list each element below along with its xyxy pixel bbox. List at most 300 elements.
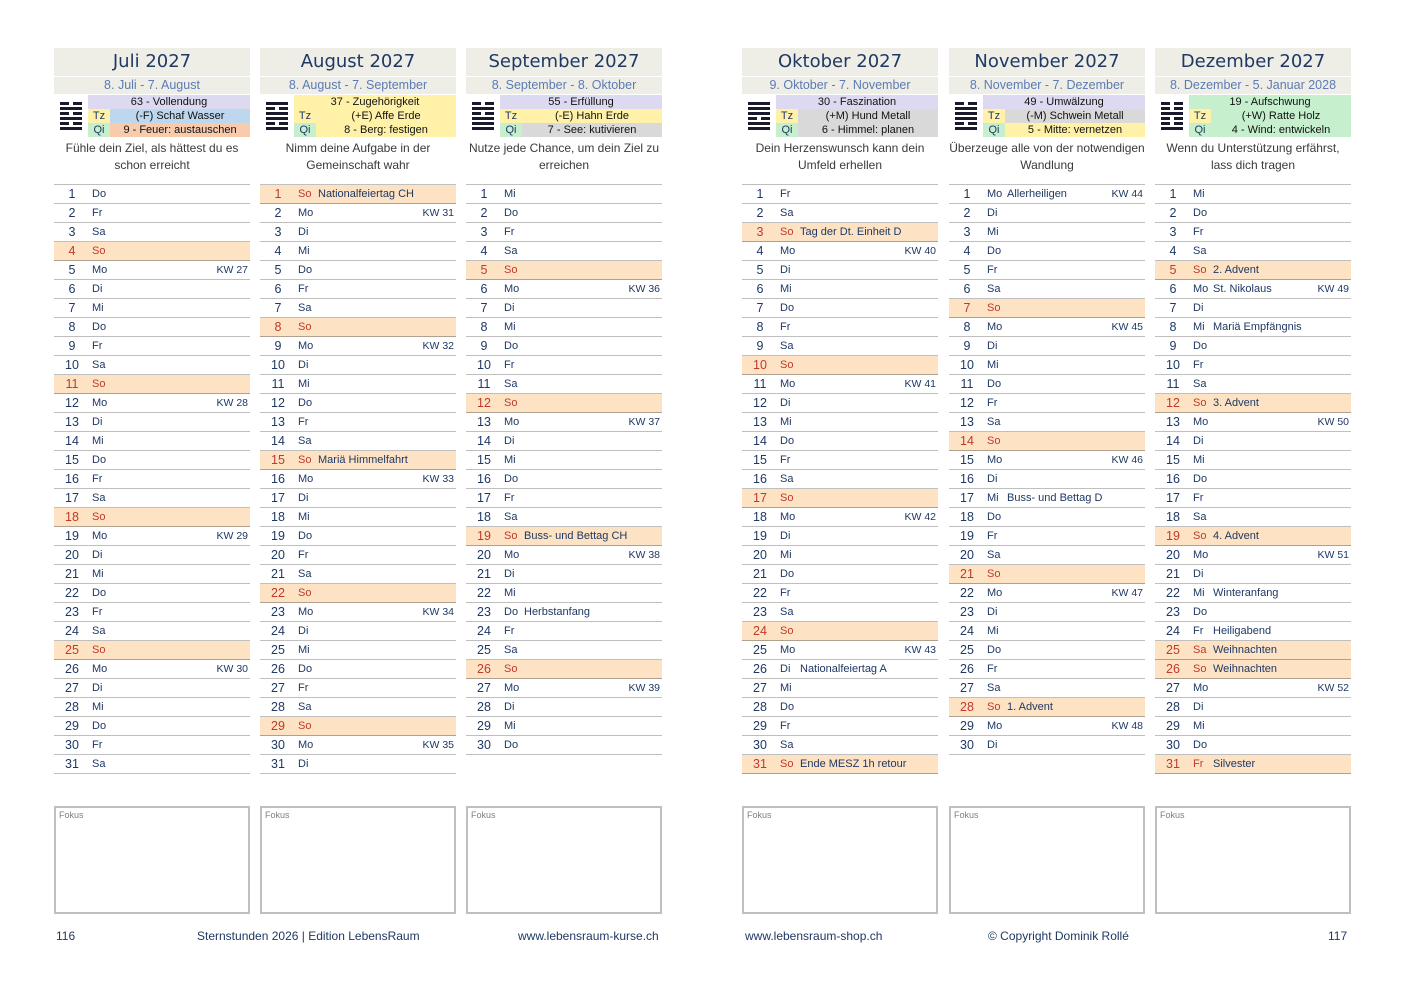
day-row[interactable] <box>260 565 456 584</box>
calendar-week: KW 45 <box>1111 321 1143 333</box>
weekday: Fr <box>987 663 998 675</box>
day-row[interactable] <box>949 584 1145 603</box>
day-row[interactable] <box>260 204 456 223</box>
weekday: Mi <box>298 511 310 523</box>
day-row[interactable] <box>742 204 938 223</box>
day-row[interactable] <box>1155 470 1351 489</box>
day-row[interactable] <box>260 413 456 432</box>
day-row[interactable] <box>466 356 662 375</box>
day-row[interactable] <box>949 527 1145 546</box>
day-row[interactable] <box>260 184 456 204</box>
weekday: Sa <box>92 359 106 371</box>
day-row[interactable] <box>742 489 938 508</box>
tz-value: (+W) Ratte Holz <box>1211 109 1351 123</box>
day-row[interactable] <box>260 318 456 337</box>
day-row[interactable] <box>466 184 662 204</box>
qi-value: 6 - Himmel: planen <box>798 123 938 137</box>
day-row[interactable] <box>1155 603 1351 622</box>
day-row[interactable] <box>260 470 456 489</box>
day-row[interactable] <box>466 299 662 318</box>
weekday: Mi <box>298 644 310 656</box>
day-row[interactable] <box>742 184 938 204</box>
fokus-box[interactable] <box>949 806 1145 914</box>
day-row[interactable] <box>1155 413 1351 432</box>
day-row[interactable] <box>742 356 938 375</box>
day-row[interactable] <box>742 470 938 489</box>
day-row[interactable] <box>260 280 456 299</box>
weekday: Mi <box>1193 454 1205 466</box>
day-row[interactable] <box>742 527 938 546</box>
day-row[interactable] <box>1155 584 1351 603</box>
weekday: Sa <box>504 378 518 390</box>
day-number: 11 <box>271 377 285 391</box>
day-row[interactable] <box>742 679 938 698</box>
day-number: 9 <box>274 339 282 353</box>
day-row[interactable] <box>742 242 938 261</box>
day-row[interactable] <box>1155 204 1351 223</box>
day-row[interactable] <box>1155 184 1351 204</box>
day-number: 21 <box>271 567 285 581</box>
day-row[interactable] <box>260 261 456 280</box>
calendar-week: KW 49 <box>1317 283 1349 295</box>
day-number: 28 <box>753 700 767 714</box>
day-row[interactable] <box>949 565 1145 584</box>
day-row[interactable] <box>260 641 456 660</box>
day-number: 18 <box>65 510 79 524</box>
day-number: 14 <box>477 434 491 448</box>
fokus-box[interactable] <box>260 806 456 914</box>
weekday: Mo <box>987 321 1003 333</box>
weekday: Sa <box>1193 511 1207 523</box>
day-row[interactable] <box>1155 698 1351 717</box>
day-row[interactable] <box>466 679 662 698</box>
day-row[interactable] <box>54 736 250 755</box>
day-number: 29 <box>753 719 767 733</box>
day-row[interactable] <box>466 432 662 451</box>
day-row[interactable] <box>949 223 1145 242</box>
weekday: Mi <box>780 549 792 561</box>
month-motto: Nimm deine Aufgabe in der Gemeinschaft wahr <box>285 141 431 172</box>
day-row[interactable] <box>1155 318 1351 337</box>
calendar-week: KW 34 <box>422 606 454 618</box>
day-row[interactable] <box>1155 375 1351 394</box>
day-row[interactable] <box>54 375 250 394</box>
day-row[interactable] <box>54 356 250 375</box>
fokus-box[interactable] <box>466 806 662 914</box>
day-row[interactable] <box>260 356 456 375</box>
day-row[interactable] <box>466 546 662 565</box>
day-row[interactable] <box>54 184 250 204</box>
day-row[interactable] <box>260 242 456 261</box>
day-row[interactable] <box>260 736 456 755</box>
day-row[interactable] <box>1155 451 1351 470</box>
day-row[interactable] <box>260 698 456 717</box>
calendar-week: KW 52 <box>1317 682 1349 694</box>
day-row[interactable] <box>54 527 250 546</box>
day-row[interactable] <box>466 394 662 413</box>
day-row[interactable] <box>949 717 1145 736</box>
weekday: Do <box>780 701 795 713</box>
weekday: Mo <box>298 473 314 485</box>
day-row[interactable] <box>466 508 662 527</box>
day-row[interactable] <box>54 299 250 318</box>
day-row[interactable] <box>1155 337 1351 356</box>
day-row[interactable] <box>1155 660 1351 679</box>
day-number: 13 <box>960 415 974 429</box>
day-row[interactable] <box>742 584 938 603</box>
calendar-week: KW 27 <box>216 264 248 276</box>
day-number: 24 <box>65 624 79 638</box>
day-number: 19 <box>960 529 974 543</box>
day-row[interactable] <box>1155 546 1351 565</box>
day-event: Tag der Dt. Einheit D <box>800 226 902 238</box>
day-row[interactable] <box>949 546 1145 565</box>
day-row[interactable] <box>54 394 250 413</box>
day-row[interactable] <box>949 413 1145 432</box>
day-row[interactable] <box>260 622 456 641</box>
day-event: Weihnachten <box>1213 644 1278 656</box>
day-number: 8 <box>274 320 282 334</box>
day-row[interactable] <box>1155 736 1351 755</box>
day-number: 16 <box>477 472 491 486</box>
day-row[interactable] <box>260 375 456 394</box>
day-number: 24 <box>271 624 285 638</box>
day-row[interactable] <box>742 755 938 774</box>
day-row[interactable] <box>742 223 938 242</box>
day-row[interactable] <box>260 223 456 242</box>
day-row[interactable] <box>742 660 938 679</box>
day-row[interactable] <box>466 280 662 299</box>
weekday: Mo <box>504 682 520 694</box>
url-right[interactable]: www.lebensraum-shop.ch <box>745 929 883 943</box>
day-number: 21 <box>1166 567 1180 581</box>
day-row[interactable] <box>949 679 1145 698</box>
day-row[interactable] <box>949 432 1145 451</box>
day-row[interactable] <box>466 717 662 736</box>
hexagram-name: 63 - Vollendung <box>88 95 250 109</box>
day-row[interactable] <box>1155 755 1351 774</box>
day-row[interactable] <box>949 470 1145 489</box>
day-row[interactable] <box>466 204 662 223</box>
day-row[interactable] <box>54 660 250 679</box>
day-row[interactable] <box>466 318 662 337</box>
day-row[interactable] <box>466 489 662 508</box>
day-number: 30 <box>753 738 767 752</box>
day-row[interactable] <box>54 413 250 432</box>
weekday: Sa <box>780 739 794 751</box>
day-row[interactable] <box>54 641 250 660</box>
weekday: Do <box>987 378 1002 390</box>
day-row[interactable] <box>742 717 938 736</box>
day-row[interactable] <box>949 337 1145 356</box>
day-row[interactable] <box>1155 679 1351 698</box>
day-row[interactable] <box>742 318 938 337</box>
day-row[interactable] <box>949 736 1145 755</box>
day-event: Buss- und Bettag CH <box>524 530 628 542</box>
month-range: 9. Oktober - 7. November <box>742 76 938 94</box>
fokus-box[interactable] <box>1155 806 1351 914</box>
weekday: Mo <box>780 245 796 257</box>
day-number: 14 <box>1166 434 1180 448</box>
day-row[interactable] <box>54 261 250 280</box>
day-row[interactable] <box>949 318 1145 337</box>
day-row[interactable] <box>1155 717 1351 736</box>
day-row[interactable] <box>949 641 1145 660</box>
day-row[interactable] <box>54 679 250 698</box>
day-row[interactable] <box>54 755 250 774</box>
day-row[interactable] <box>260 660 456 679</box>
day-row[interactable] <box>260 451 456 470</box>
day-row[interactable] <box>260 432 456 451</box>
day-row[interactable] <box>54 280 250 299</box>
day-row[interactable] <box>54 489 250 508</box>
weekday: Do <box>780 435 795 447</box>
weekday: Fr <box>298 682 309 694</box>
day-row[interactable] <box>949 299 1145 318</box>
day-row[interactable] <box>260 394 456 413</box>
day-row[interactable] <box>742 641 938 660</box>
day-row[interactable] <box>949 698 1145 717</box>
day-row[interactable] <box>466 698 662 717</box>
day-row[interactable] <box>466 565 662 584</box>
day-row[interactable] <box>260 299 456 318</box>
day-row[interactable] <box>54 546 250 565</box>
weekday: Mo <box>780 644 796 656</box>
day-number: 21 <box>477 567 491 581</box>
day-row[interactable] <box>466 337 662 356</box>
day-row[interactable] <box>466 223 662 242</box>
day-row[interactable] <box>54 318 250 337</box>
day-row[interactable] <box>260 527 456 546</box>
day-row[interactable] <box>949 242 1145 261</box>
weekday: So <box>504 663 518 675</box>
day-row[interactable] <box>742 603 938 622</box>
day-number: 23 <box>1166 605 1180 619</box>
day-number: 10 <box>753 358 767 372</box>
day-row[interactable] <box>260 717 456 736</box>
day-number: 30 <box>477 738 491 752</box>
day-row[interactable] <box>742 622 938 641</box>
day-row[interactable] <box>260 755 456 774</box>
day-row[interactable] <box>949 451 1145 470</box>
day-row[interactable] <box>466 622 662 641</box>
day-number: 11 <box>65 377 79 391</box>
weekday: Sa <box>780 207 794 219</box>
day-number: 13 <box>477 415 491 429</box>
day-row[interactable] <box>949 375 1145 394</box>
day-row[interactable] <box>742 337 938 356</box>
day-row[interactable] <box>742 565 938 584</box>
day-row[interactable] <box>742 698 938 717</box>
day-event: Weihnachten <box>1213 663 1278 675</box>
hexagram-icon <box>466 95 500 137</box>
day-row[interactable] <box>260 546 456 565</box>
day-row[interactable] <box>54 242 250 261</box>
day-row[interactable] <box>949 261 1145 280</box>
weekday: Di <box>504 701 515 713</box>
day-row[interactable] <box>260 489 456 508</box>
fokus-box[interactable] <box>54 806 250 914</box>
weekday: Do <box>1193 207 1208 219</box>
day-row[interactable] <box>54 470 250 489</box>
calendar-week: KW 51 <box>1317 549 1349 561</box>
day-row[interactable] <box>54 508 250 527</box>
day-row[interactable] <box>949 394 1145 413</box>
day-number: 8 <box>963 320 971 334</box>
day-number: 2 <box>963 206 971 220</box>
day-row[interactable] <box>742 413 938 432</box>
day-row[interactable] <box>54 451 250 470</box>
day-row[interactable] <box>466 261 662 280</box>
day-number: 10 <box>65 358 79 372</box>
weekday: Do <box>504 207 519 219</box>
url-left[interactable]: www.lebensraum-kurse.ch <box>518 929 659 943</box>
day-number: 27 <box>65 681 79 695</box>
day-row[interactable] <box>742 736 938 755</box>
day-number: 10 <box>1166 358 1180 372</box>
day-number: 12 <box>960 396 974 410</box>
day-row[interactable] <box>949 280 1145 299</box>
month-range: 8. August - 7. September <box>260 76 456 94</box>
calendar-week: KW 30 <box>216 663 248 675</box>
day-number: 31 <box>1166 757 1180 771</box>
day-number: 19 <box>271 529 285 543</box>
day-row[interactable] <box>742 394 938 413</box>
day-row[interactable] <box>1155 489 1351 508</box>
day-row[interactable] <box>742 299 938 318</box>
day-number: 23 <box>753 605 767 619</box>
day-number: 22 <box>1166 586 1180 600</box>
day-number: 19 <box>65 529 79 543</box>
day-row[interactable] <box>1155 641 1351 660</box>
qi-value: 9 - Feuer: austauschen <box>110 123 250 137</box>
month-title: August 2027 <box>260 48 456 76</box>
day-row[interactable] <box>949 204 1145 223</box>
day-number: 2 <box>1169 206 1177 220</box>
day-row[interactable] <box>54 717 250 736</box>
weekday: Sa <box>298 302 312 314</box>
day-row[interactable] <box>260 508 456 527</box>
day-number: 9 <box>480 339 488 353</box>
day-row[interactable] <box>466 470 662 489</box>
day-number: 28 <box>960 700 974 714</box>
day-row[interactable] <box>742 432 938 451</box>
day-row[interactable] <box>260 337 456 356</box>
day-row[interactable] <box>1155 622 1351 641</box>
day-row[interactable] <box>466 641 662 660</box>
day-row[interactable] <box>949 508 1145 527</box>
day-row[interactable] <box>742 375 938 394</box>
fokus-box[interactable] <box>742 806 938 914</box>
day-row[interactable] <box>54 565 250 584</box>
day-number: 19 <box>1166 529 1180 543</box>
day-number: 5 <box>963 263 971 277</box>
day-list <box>260 184 456 774</box>
qi-label: Qi <box>294 123 316 137</box>
day-row[interactable] <box>1155 280 1351 299</box>
day-row[interactable] <box>949 622 1145 641</box>
day-row[interactable] <box>466 242 662 261</box>
weekday: So <box>298 720 312 732</box>
day-row[interactable] <box>466 375 662 394</box>
day-number: 6 <box>1169 282 1177 296</box>
day-row[interactable] <box>742 508 938 527</box>
weekday: Sa <box>92 625 106 637</box>
day-number: 15 <box>1166 453 1180 467</box>
day-row[interactable] <box>54 603 250 622</box>
day-row[interactable] <box>1155 432 1351 451</box>
day-row[interactable] <box>742 546 938 565</box>
hexagram-name: 55 - Erfüllung <box>500 95 662 109</box>
weekday: Do <box>298 264 313 276</box>
day-row[interactable] <box>260 679 456 698</box>
day-number: 30 <box>65 738 79 752</box>
day-row[interactable] <box>54 204 250 223</box>
day-number: 30 <box>271 738 285 752</box>
day-row[interactable] <box>466 584 662 603</box>
day-number: 6 <box>68 282 76 296</box>
day-row[interactable] <box>1155 261 1351 280</box>
day-row[interactable] <box>1155 508 1351 527</box>
weekday: Sa <box>780 606 794 618</box>
book-title: Sternstunden 2026 | Edition LebensRaum <box>197 929 420 943</box>
day-row[interactable] <box>54 622 250 641</box>
day-row[interactable] <box>1155 565 1351 584</box>
day-row[interactable] <box>466 451 662 470</box>
day-row[interactable] <box>54 698 250 717</box>
day-number: 14 <box>65 434 79 448</box>
day-row[interactable] <box>949 603 1145 622</box>
day-number: 21 <box>65 567 79 581</box>
day-row[interactable] <box>1155 394 1351 413</box>
day-row[interactable] <box>1155 527 1351 546</box>
day-row[interactable] <box>1155 242 1351 261</box>
day-row[interactable] <box>54 337 250 356</box>
day-row[interactable] <box>949 184 1145 204</box>
day-row[interactable] <box>1155 356 1351 375</box>
day-row[interactable] <box>742 280 938 299</box>
day-row[interactable] <box>949 489 1145 508</box>
day-row[interactable] <box>54 223 250 242</box>
day-row[interactable] <box>949 660 1145 679</box>
day-row[interactable] <box>260 584 456 603</box>
calendar-week: KW 40 <box>904 245 936 257</box>
day-row[interactable] <box>54 584 250 603</box>
day-row[interactable] <box>949 356 1145 375</box>
day-row[interactable] <box>466 603 662 622</box>
day-number: 20 <box>65 548 79 562</box>
weekday: Mi <box>298 378 310 390</box>
calendar-week: KW 50 <box>1317 416 1349 428</box>
day-row[interactable] <box>1155 223 1351 242</box>
day-row[interactable] <box>466 413 662 432</box>
day-row[interactable] <box>466 736 662 755</box>
day-row[interactable] <box>466 527 662 546</box>
day-row[interactable] <box>1155 299 1351 318</box>
hexagram-block <box>54 95 250 137</box>
day-row[interactable] <box>742 451 938 470</box>
day-row[interactable] <box>54 432 250 451</box>
weekday: So <box>1193 264 1207 276</box>
day-row[interactable] <box>742 261 938 280</box>
weekday: Di <box>298 226 309 238</box>
weekday: Mo <box>298 340 314 352</box>
day-number: 18 <box>477 510 491 524</box>
day-number: 28 <box>477 700 491 714</box>
day-number: 17 <box>1166 491 1180 505</box>
day-row[interactable] <box>466 660 662 679</box>
day-row[interactable] <box>260 603 456 622</box>
